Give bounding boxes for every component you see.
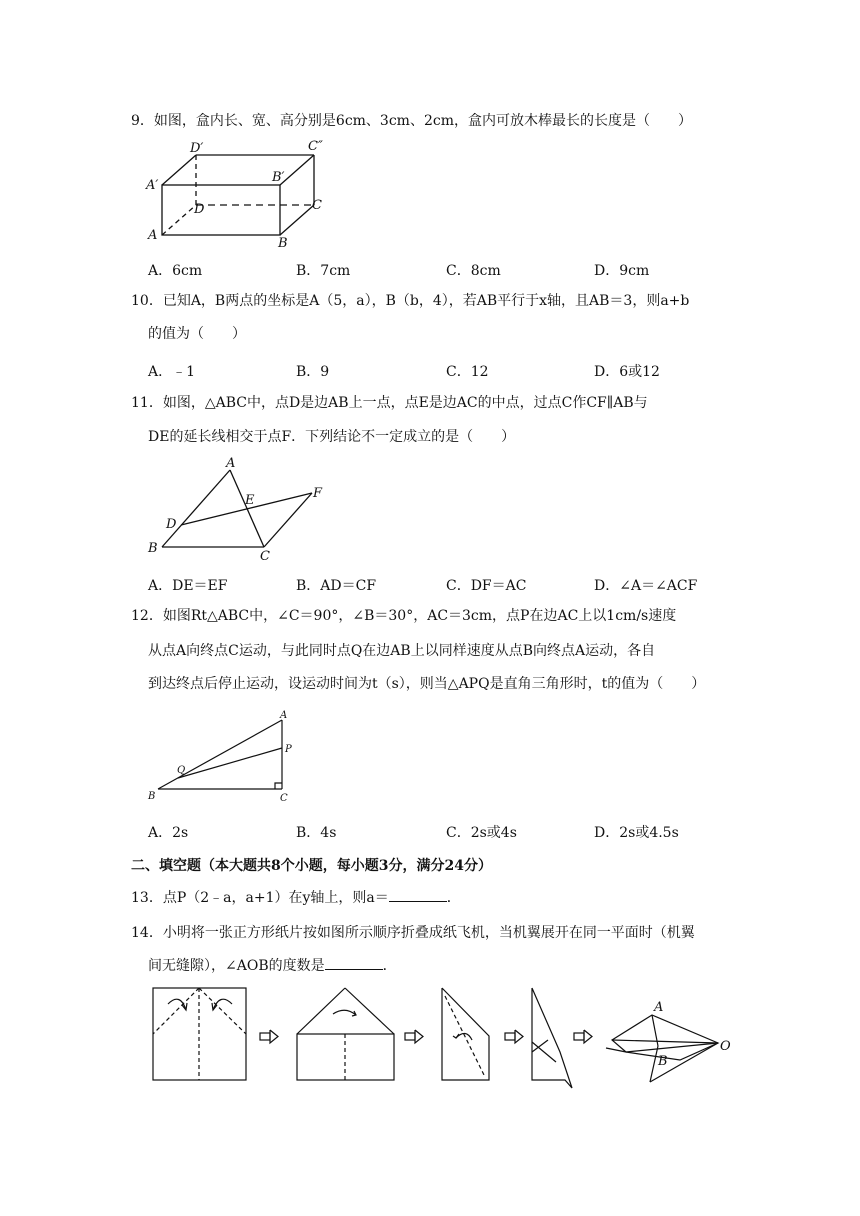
q11-option-b: B．AD＝CF	[296, 578, 377, 594]
q12-label-Q: Q	[177, 765, 186, 776]
q12-label-P: P	[285, 744, 292, 755]
fold-step-1	[153, 988, 246, 1080]
q12-right-triangle-figure	[140, 705, 310, 805]
q11-option-d: D．∠A＝∠ACF	[594, 578, 698, 594]
q11-label-C: C	[260, 549, 270, 564]
q12-label-C: C	[280, 793, 288, 804]
q11-stem-line-2: DE的延长线相交于点F．下列结论不一定成立的是（ ）	[148, 429, 516, 445]
q12-stem-line-1: 12．如图Rt△ABC中，∠C＝90°，∠B＝30°，AC＝3cm，点P在边AC上以1cm/s速度	[131, 608, 677, 624]
q11-stem-line-1: 11．如图，△ABC中，点D是边AB上一点，点E是边AC的中点，过点C作CF∥AB与	[131, 395, 648, 411]
q9-label-A-prime: A′	[146, 178, 159, 193]
q9-label-B: B	[278, 236, 288, 250]
q11-label-B: B	[148, 541, 158, 556]
q11-label-D: D	[166, 517, 177, 532]
q10-option-b: B．9	[296, 364, 330, 380]
q12-option-a: A．2s	[148, 825, 189, 841]
section-2-heading: 二、填空题（本大题共8个小题，每小题3分，满分24分）	[131, 858, 492, 874]
q9-option-d: D．9cm	[594, 263, 650, 279]
q9-label-D-prime: D′	[190, 141, 204, 156]
q13-period: ．	[446, 890, 461, 906]
q14-answer-blank[interactable]	[325, 955, 383, 970]
q12-stem-line-2: 从点A向终点C运动，与此同时点Q在边AB上以同样速度从点B向终点A运动，各自	[148, 643, 656, 659]
q11-triangle-figure	[140, 455, 340, 565]
fold-step-4	[532, 988, 572, 1088]
q14-label-A: A	[654, 1000, 664, 1015]
q10-option-c: C．12	[446, 364, 489, 380]
q9-label-C-dprime: C″	[308, 139, 323, 154]
q12-stem-line-3: 到达终点后停止运动，设运动时间为t（s），则当△APQ是直角三角形时，t的值为（ ）	[148, 676, 706, 692]
q13-text: 13．点P（2﹣a，a+1）在y轴上，则a＝	[131, 890, 389, 906]
q13-answer-blank[interactable]	[389, 887, 447, 902]
q12-option-c: C．2s或4s	[446, 825, 517, 841]
q14-paper-plane-folding-figure	[140, 980, 760, 1090]
q9-stem: 9．如图，盒内长、宽、高分别是6cm、3cm、2cm，盒内可放木棒最长的长度是（ ）	[131, 113, 692, 129]
q13-stem	[131, 887, 461, 909]
q9-label-A: A	[148, 228, 158, 243]
q10-option-a: A．﹣1	[148, 364, 196, 380]
q11-label-F: F	[313, 486, 323, 501]
q12-label-B: B	[148, 791, 156, 802]
q11-option-a: A．DE＝EF	[148, 578, 228, 594]
q10-stem-line-1: 10．已知A，B两点的坐标是A（5，a），B（b，4），若AB平行于x轴，且AB＝3，则a+b	[131, 293, 690, 309]
q9-option-a: A．6cm	[148, 263, 203, 279]
q14-period: ．	[382, 958, 397, 974]
q11-label-A: A	[226, 456, 236, 471]
step-arrow-3	[505, 1030, 523, 1043]
q9-option-b: B．7cm	[296, 263, 351, 279]
step-arrow-1	[260, 1030, 278, 1043]
step-arrow-2	[405, 1030, 423, 1043]
q14-label-O: O	[720, 1039, 731, 1054]
q14-text: 间无缝隙），∠AOB的度数是	[148, 958, 325, 974]
fold-step-3	[442, 988, 489, 1080]
q9-box-figure	[140, 135, 340, 250]
q9-option-c: C．8cm	[446, 263, 501, 279]
fold-step-5-plane	[606, 1015, 718, 1082]
q14-stem-line-2	[148, 955, 397, 977]
q12-label-A: A	[280, 710, 288, 721]
q12-option-d: D．2s或4.5s	[594, 825, 679, 841]
q9-label-B-prime: B′	[272, 170, 285, 185]
step-arrow-4	[574, 1030, 592, 1043]
q14-label-B: B	[658, 1054, 668, 1069]
fold-step-2	[297, 988, 394, 1080]
q11-option-c: C．DF＝AC	[446, 578, 527, 594]
q9-label-D: D	[194, 202, 205, 217]
q14-stem-line-1: 14．小明将一张正方形纸片按如图所示顺序折叠成纸飞机，当机翼展开在同一平面时（机翼	[131, 925, 695, 941]
q10-option-d: D．6或12	[594, 364, 660, 380]
q10-stem-line-2: 的值为（ ）	[148, 326, 246, 342]
q11-label-E: E	[245, 493, 255, 508]
q12-option-b: B．4s	[296, 825, 337, 841]
q9-label-C: C	[312, 198, 322, 213]
